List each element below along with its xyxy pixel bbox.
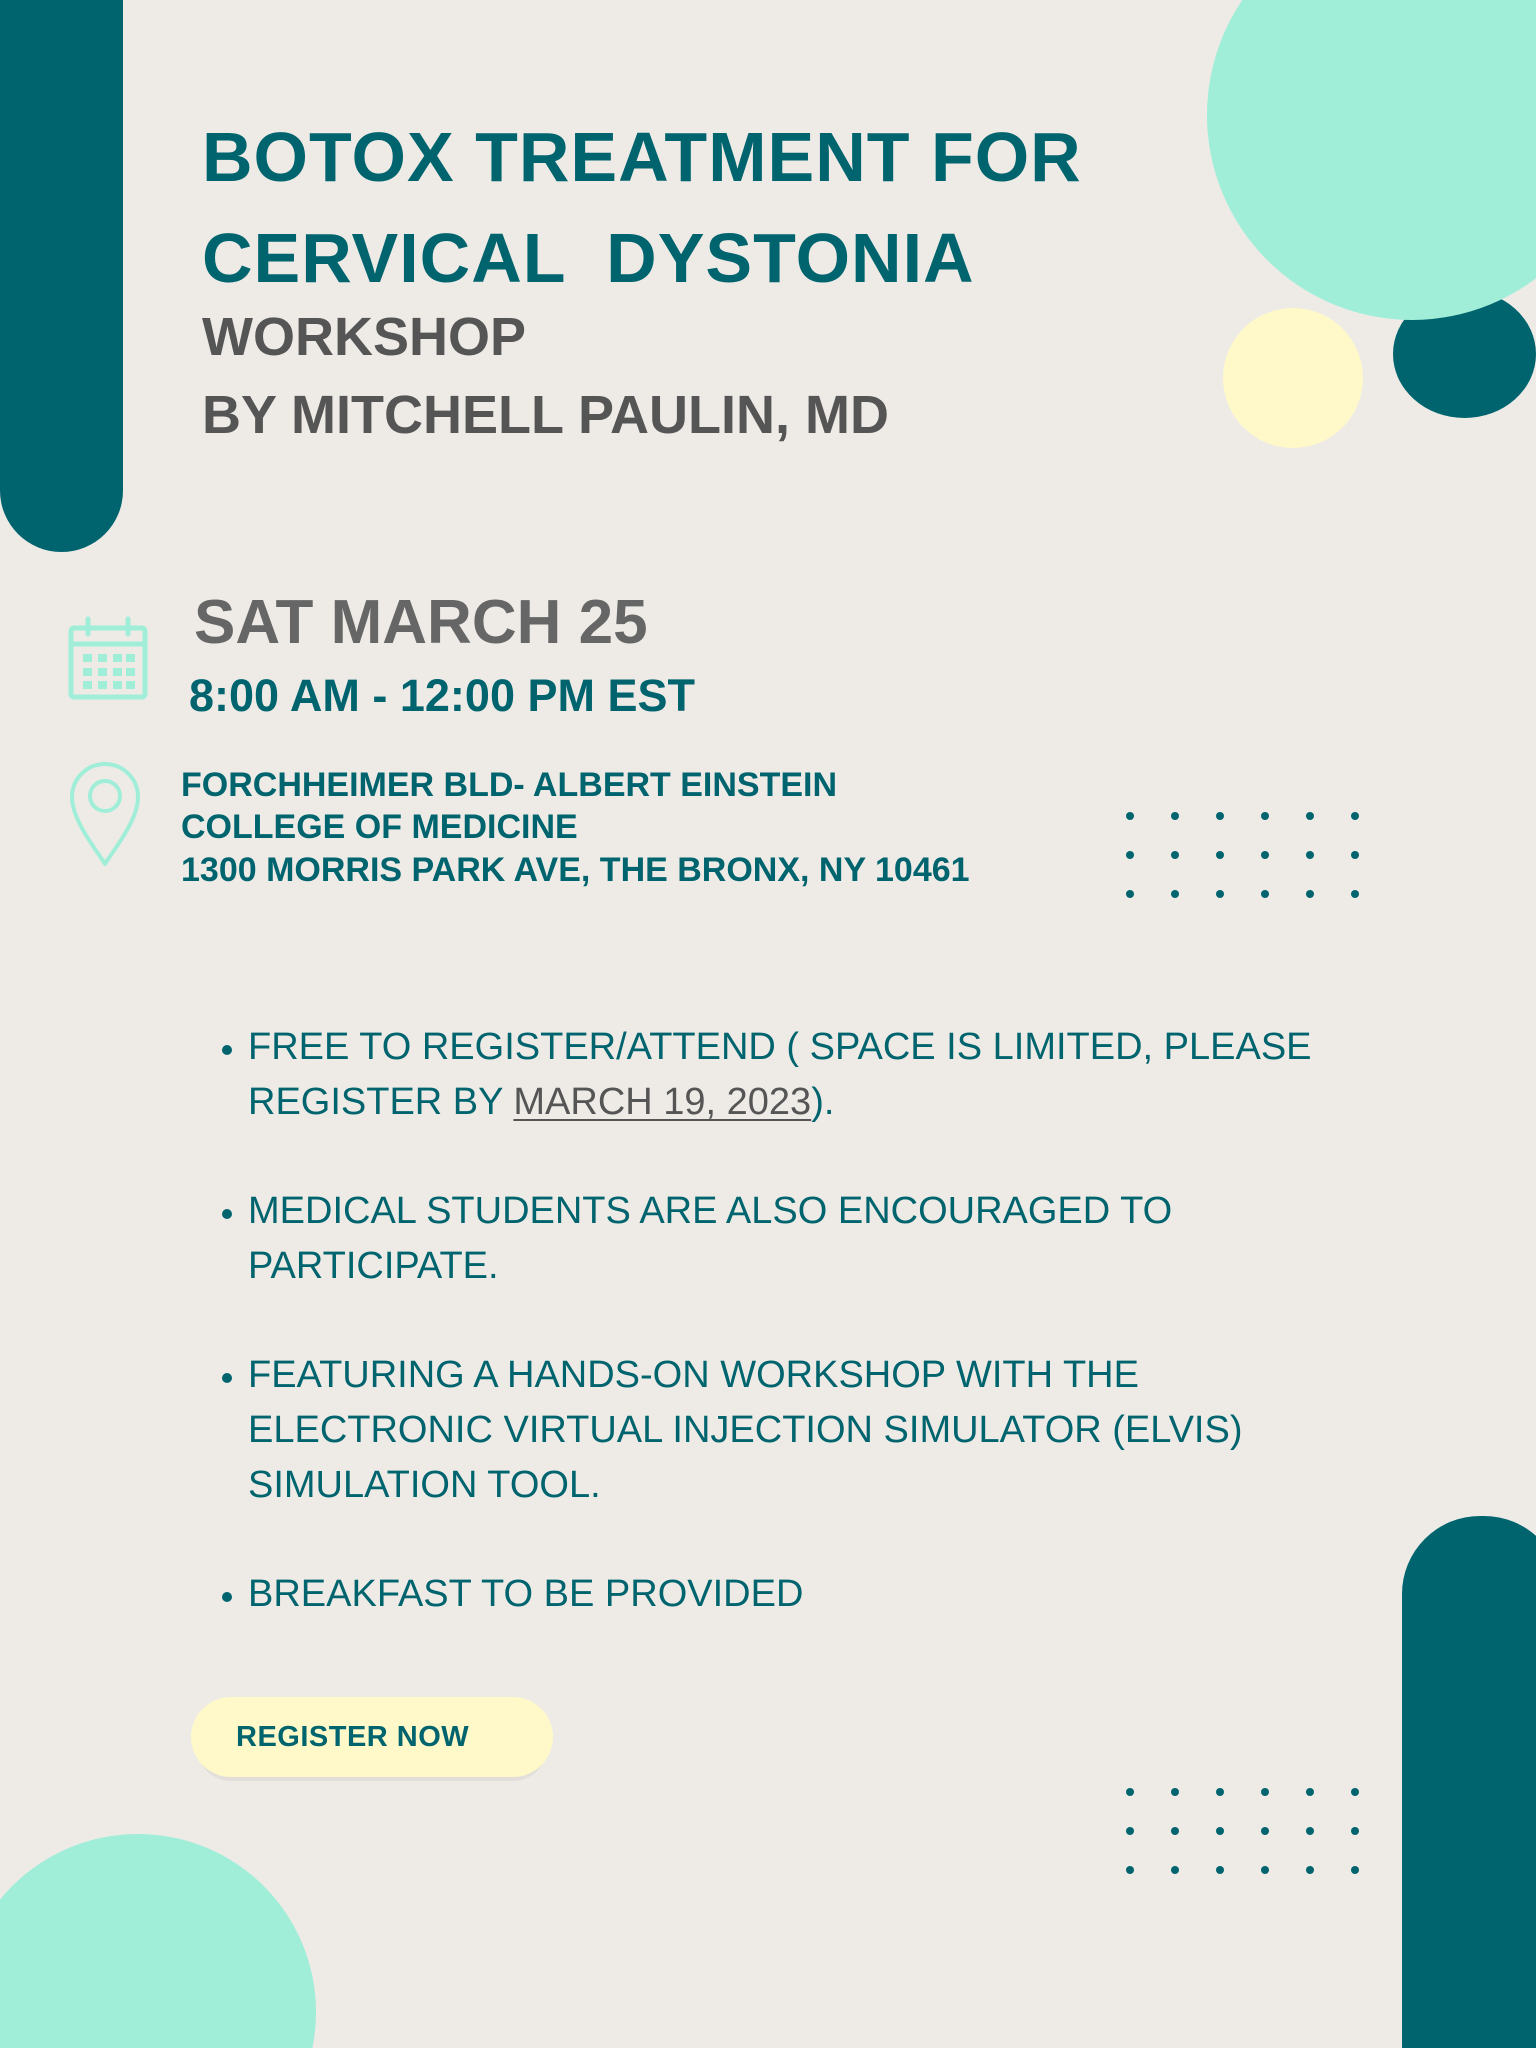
- list-item-registration: [216, 1020, 1366, 1130]
- bullet-text: ELECTRONIC VIRTUAL INJECTION SIMULATOR (ELVIS): [248, 1409, 1243, 1451]
- decorative-dot: [1261, 851, 1269, 859]
- decorative-teal-bar-top-left: [0, 0, 123, 552]
- decorative-dot: [1351, 812, 1359, 820]
- bullet-text: [248, 1075, 1366, 1130]
- decorative-dot: [1261, 1788, 1269, 1796]
- decorative-dot: [1171, 1827, 1179, 1835]
- calendar-icon: [68, 616, 148, 700]
- location-address: 1300 MORRIS PARK AVE, THE BRONX, NY 10461: [181, 851, 970, 889]
- decorative-cream-circle: [1223, 308, 1363, 448]
- decorative-dot: [1216, 1788, 1224, 1796]
- decorative-mint-circle-top-right: [1207, 0, 1536, 320]
- decorative-dot: [1171, 1788, 1179, 1796]
- decorative-dot-grid-middle: [1126, 812, 1359, 898]
- decorative-dot: [1261, 812, 1269, 820]
- bullet-text: FREE TO REGISTER/ATTEND ( SPACE IS LIMITED, PLEASE: [248, 1026, 1312, 1068]
- decorative-dot: [1306, 1788, 1314, 1796]
- decorative-mint-circle-bottom-left: [0, 1834, 316, 2048]
- decorative-dot: [1171, 1866, 1179, 1874]
- list-item-students: [216, 1184, 1366, 1294]
- decorative-dot: [1261, 1866, 1269, 1874]
- map-pin-icon: [68, 760, 142, 868]
- event-presenter: BY MITCHELL PAULIN, MD: [202, 385, 889, 445]
- register-now-button[interactable]: REGISTER NOW: [191, 1697, 553, 1777]
- decorative-dot: [1306, 851, 1314, 859]
- bullet-text-suffix: ).: [811, 1081, 835, 1123]
- decorative-dot: [1261, 1827, 1269, 1835]
- location-line-2: COLLEGE OF MEDICINE: [181, 808, 578, 846]
- decorative-dot: [1351, 1866, 1359, 1874]
- decorative-dot: [1171, 851, 1179, 859]
- location-line-1: FORCHHEIMER BLD- ALBERT EINSTEIN: [181, 766, 838, 804]
- decorative-dot: [1126, 812, 1134, 820]
- decorative-teal-bar-bottom-right: [1402, 1516, 1536, 2048]
- decorative-dot: [1171, 890, 1179, 898]
- event-details-list: [216, 1020, 1366, 1676]
- bullet-text-prefix: REGISTER BY: [248, 1081, 514, 1123]
- event-title-line-1: BOTOX TREATMENT FOR: [202, 118, 1082, 196]
- decorative-dot: [1216, 851, 1224, 859]
- event-title-line-2: CERVICAL DYSTONIA: [202, 219, 975, 297]
- decorative-dot: [1306, 890, 1314, 898]
- decorative-dot: [1126, 890, 1134, 898]
- bullet-text: SIMULATION TOOL.: [248, 1464, 601, 1506]
- bullet-text: BREAKFAST TO BE PROVIDED: [248, 1573, 804, 1615]
- decorative-dot: [1126, 1866, 1134, 1874]
- bullet-text: FEATURING A HANDS-ON WORKSHOP WITH THE: [248, 1354, 1139, 1396]
- decorative-dot: [1351, 1827, 1359, 1835]
- decorative-dot: [1126, 1788, 1134, 1796]
- decorative-dot: [1351, 851, 1359, 859]
- decorative-dot: [1351, 890, 1359, 898]
- event-date: SAT MARCH 25: [194, 588, 648, 657]
- registration-deadline: MARCH 19, 2023: [513, 1081, 812, 1123]
- bullet-text: PARTICIPATE.: [248, 1245, 499, 1287]
- decorative-dot: [1306, 1866, 1314, 1874]
- decorative-dot: [1126, 851, 1134, 859]
- event-subtitle-workshop: WORKSHOP: [202, 307, 526, 367]
- decorative-dot: [1351, 1788, 1359, 1796]
- event-time: 8:00 AM - 12:00 PM EST: [189, 670, 695, 721]
- decorative-dot: [1216, 1866, 1224, 1874]
- decorative-dot: [1126, 1827, 1134, 1835]
- decorative-dot: [1306, 812, 1314, 820]
- decorative-dot: [1261, 890, 1269, 898]
- decorative-dot: [1216, 1827, 1224, 1835]
- list-item-breakfast: [216, 1567, 1366, 1622]
- bullet-text: MEDICAL STUDENTS ARE ALSO ENCOURAGED TO: [248, 1190, 1173, 1232]
- decorative-dot: [1216, 890, 1224, 898]
- decorative-dot: [1216, 812, 1224, 820]
- decorative-dot: [1306, 1827, 1314, 1835]
- decorative-dot-grid-bottom: [1126, 1788, 1359, 1874]
- list-item-simulator: [216, 1348, 1366, 1513]
- decorative-dot: [1171, 812, 1179, 820]
